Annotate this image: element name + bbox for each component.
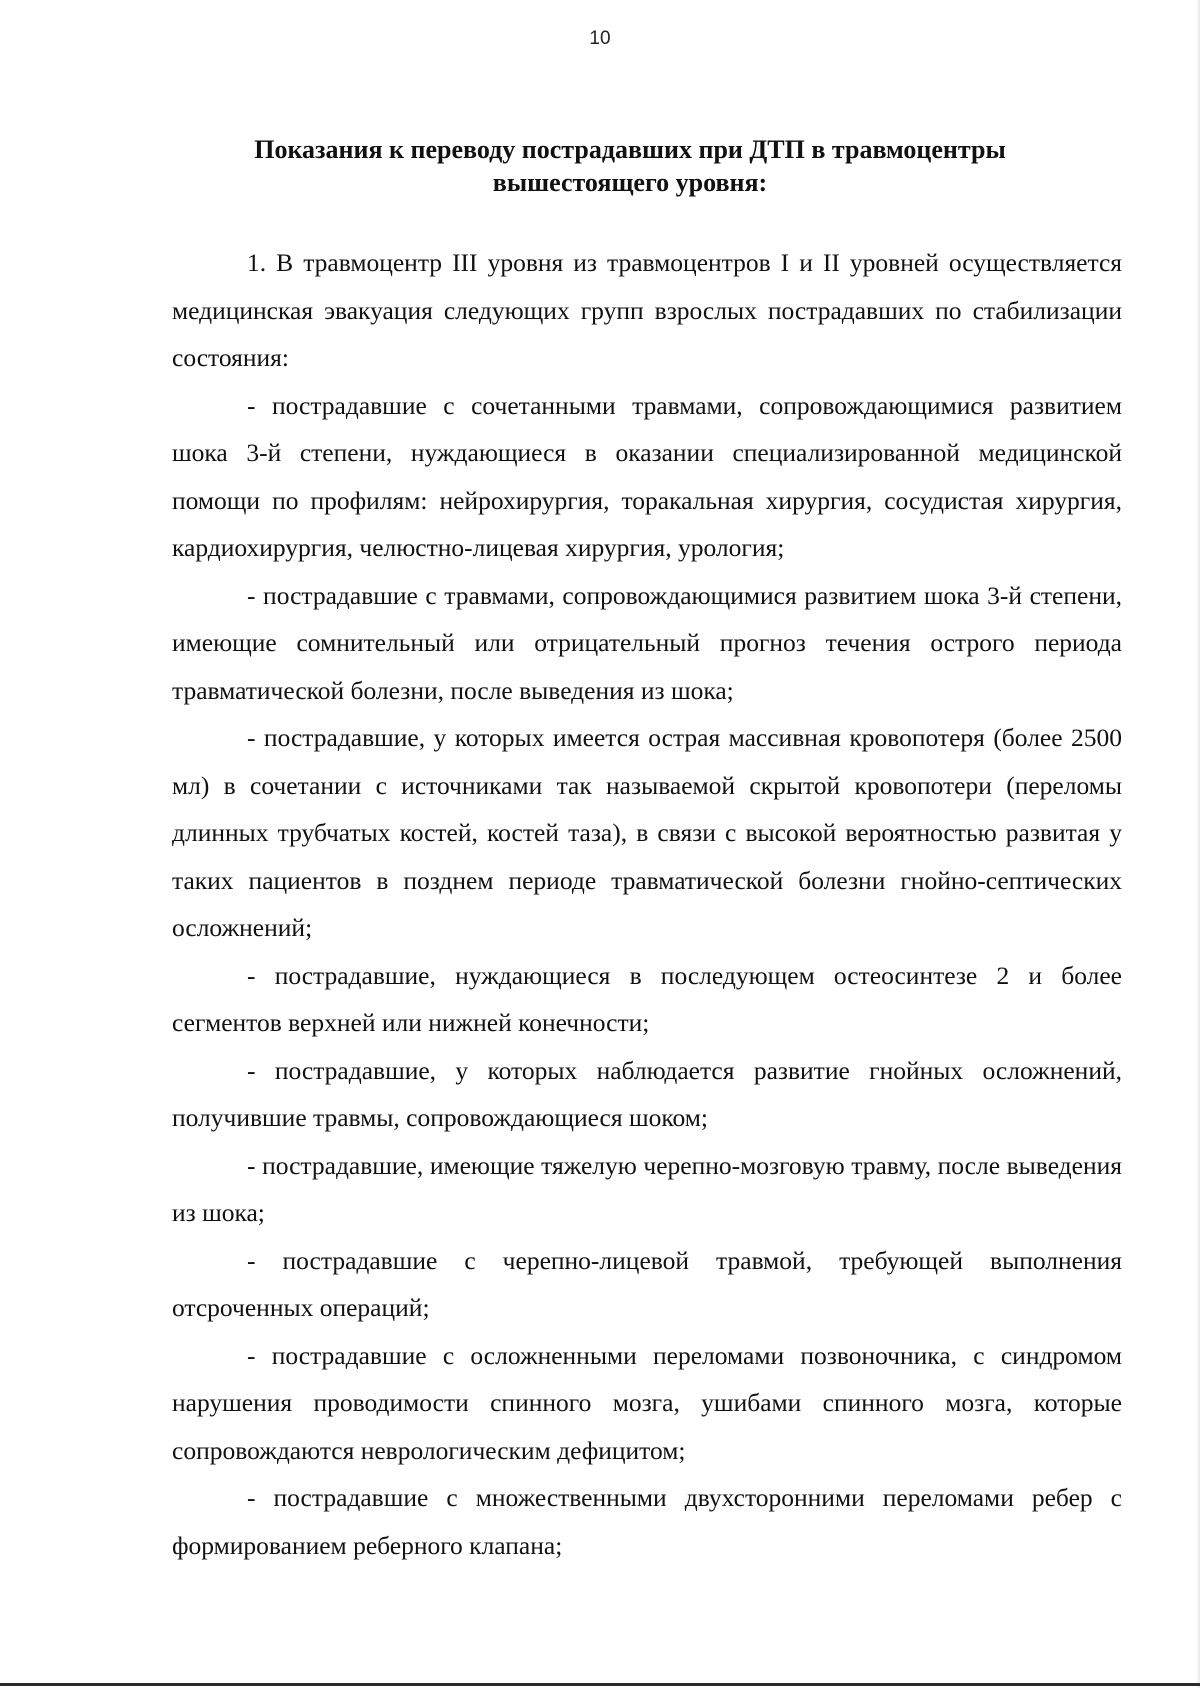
list-item-brain-injury: - пострадавшие, имеющие тяжелую черепно-мозговую травму, после выведения из шока; [172,1150,1122,1227]
page-number: 10 [589,28,611,49]
list-item-purulent-complications: - пострадавшие, у которых наблюдается развитие гнойных осложнений, получившие травмы, сопровождающиеся шоком; [172,1055,1122,1132]
list-item-combined-trauma: - пострадавшие с сочетанными травмами, сопровождающимися развитием шока 3-й степени, нуждающиеся в оказании специализированной медицинской помощи по профилям: нейрохирургия, торакальная хирургия, сосудистая хирургия, кардиохирургия, челюстно-лицевая хирургия, урология; [172,390,1122,562]
document-heading [170,133,1090,199]
document-body [172,239,1122,1569]
list-item-blood-loss: - пострадавшие, у которых имеется острая массивная кровопотеря (более 2500 мл) в сочетании с источниками так называемой скрытой кровопотери (переломы длинных трубчатых костей, костей таза), в связи с высокой вероятностью развитая у таких пациентов в позднем периоде травматической болезни гнойно-септических осложнений; [172,723,1122,942]
page-edge-shadow [1196,0,1200,1688]
list-item-spine-fractures: - пострадавшие с осложненными переломами позвоночника, с синдромом нарушения проводимости спинного мозга, ушибами спинного мозга, которые сопровождаются неврологическим дефицитом; [172,1340,1122,1465]
list-item-craniofacial: - пострадавшие с черепно-лицевой травмой, требующей выполнения отсроченных операций; [172,1245,1122,1322]
list-item-shock-prognosis: - пострадавшие с травмами, сопровождающимися развитием шока 3-й степени, имеющие сомнительный или отрицательный прогноз течения острого периода травматической болезни, после выведения из шока; [172,580,1122,705]
scan-bottom-rule [0,1683,1200,1686]
heading-line-2: вышестоящего уровня: [492,168,768,197]
heading-line-1: Показания к переводу пострадавших при ДТП в травмоцентры [254,135,1006,164]
list-item-rib-fractures: - пострадавшие с множественными двухсторонними переломами ребер с формированием реберного клапана; [172,1483,1122,1560]
list-item-osteosynthesis: - пострадавшие, нуждающиеся в последующем остеосинтезе 2 и более сегментов верхней или нижней конечности; [172,960,1122,1037]
paragraph-intro: 1. В травмоцентр III уровня из травмоцентров I и II уровней осуществляется медицинская эвакуация следующих групп взрослых пострадавших по стабилизации состояния: [172,248,1122,372]
